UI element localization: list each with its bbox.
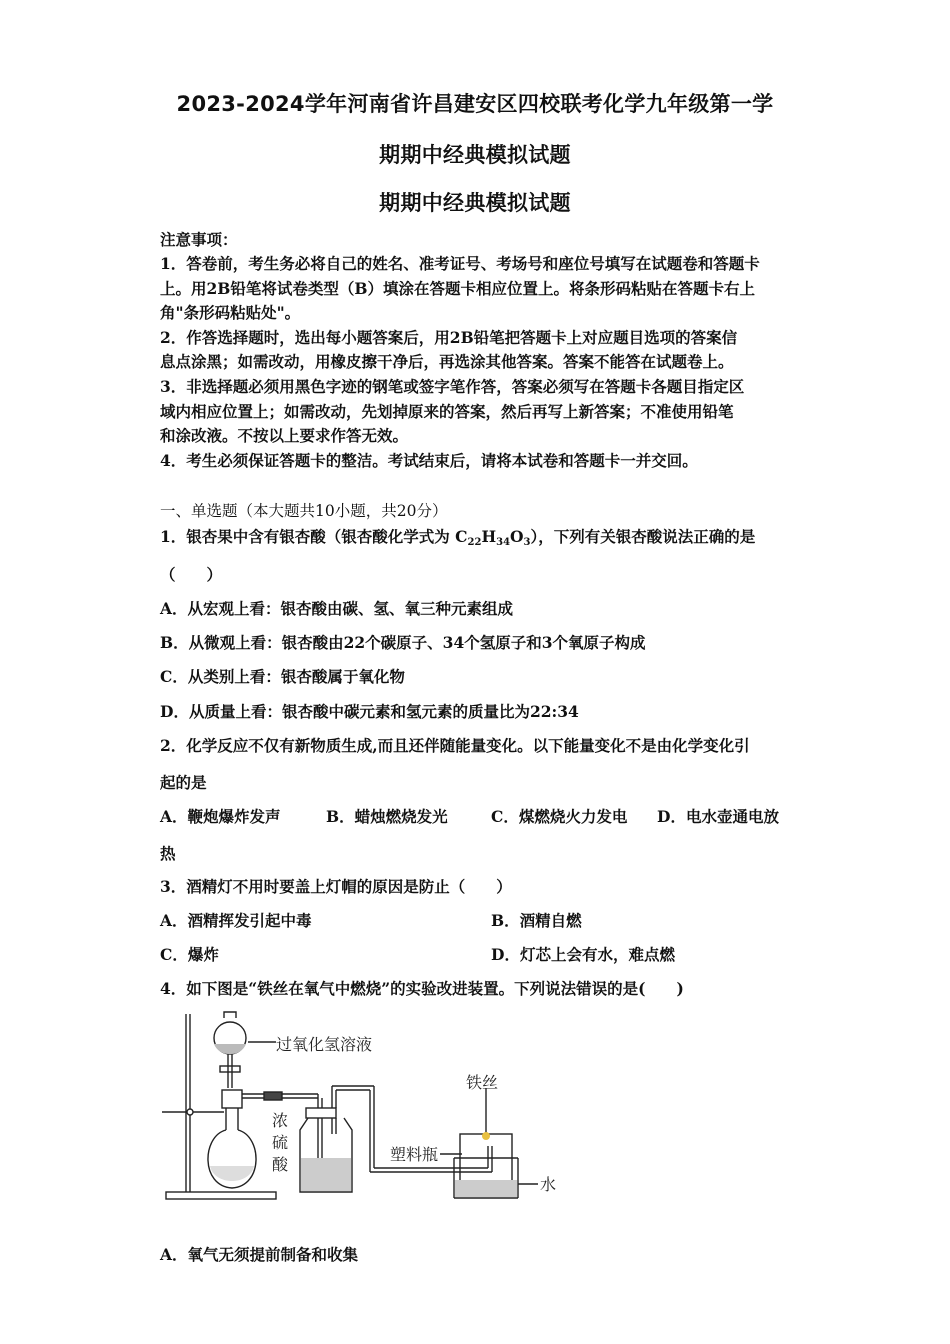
q1-stem-suffix: ），下列有关银杏酸说法正确的是 [530, 527, 756, 546]
q2-option-b: B．蜡烛燃烧发光 [326, 807, 448, 826]
q1-stem-prefix: 1．银杏果中含有银杏酸（银杏酸化学式为 C [160, 527, 468, 546]
q2-stem-line-2: 起的是 [160, 773, 207, 792]
q1-formula-h: H [481, 527, 497, 546]
stand-base [166, 1192, 276, 1199]
q3-stem: 3．酒精灯不用时要盖上灯帽的原因是防止（ ） [160, 877, 512, 896]
label-iron-wire: 铁丝 [466, 1073, 499, 1092]
label-conc-1: 浓 [272, 1111, 289, 1130]
q1-option-a: A．从宏观上看：银杏酸由碳、氢、氧三种元素组成 [160, 599, 514, 618]
label-peroxide: 过氧化氢溶液 [276, 1035, 373, 1054]
q1-sub-oxygen: 3 [523, 537, 531, 548]
notice-heading: 注意事项： [160, 230, 238, 249]
q4-stem: 4．如下图是“铁丝在氧气中燃烧”的实验改进装置。下列说法错误的是( ) [160, 979, 684, 998]
q1-option-c: C．从类别上看：银杏酸属于氧化物 [160, 667, 405, 686]
flask-stopper [222, 1090, 242, 1108]
q2-option-a: A．鞭炮爆炸发声 [160, 807, 281, 826]
q4-apparatus-diagram [158, 1008, 578, 1208]
notice-line: 角"条形码粘贴处"。 [160, 303, 301, 322]
label-plastic-bottle: 塑料瓶 [390, 1145, 439, 1164]
water-liquid [455, 1180, 517, 1197]
peroxide-liquid [214, 1044, 246, 1054]
notice-line: 上。用2B铅笔将试卷类型（B）填涂在答题卡相应位置上。将条形码粘贴在答题卡右上 [160, 279, 755, 298]
title-line-2: 期期中经典模拟试题 [379, 143, 571, 167]
q1-bracket: （ ） [160, 565, 223, 584]
sulfuric-acid-liquid [301, 1158, 351, 1191]
q1-option-b: B．从微观上看：银杏酸由22个碳原子、34个氢原子和3个氧原子构成 [160, 633, 646, 652]
label-conc-3: 酸 [272, 1155, 289, 1174]
section-heading: 一、单选题（本大题共10小题，共20分） [160, 502, 448, 520]
title-line-3: 期期中经典模拟试题 [379, 191, 571, 215]
notice-line: 3．非选择题必须用黑色字迹的钢笔或签字笔作答，答案必须写在答题卡各题目指定区 [160, 377, 745, 396]
notice-line: 4．考生必须保证答题卡的整洁。考试结束后，请将本试卷和答题卡一并交回。 [160, 451, 698, 470]
q3-option-b: B．酒精自燃 [491, 911, 582, 930]
notice-line: 2．作答选择题时，选出每小题答案后，用2B铅笔把答题卡上对应题目选项的答案信 [160, 328, 738, 347]
q2-option-d-continued: 热 [160, 844, 176, 863]
q1-formula-o: O [510, 527, 524, 546]
notice-line: 息点涂黑；如需改动，用橡皮擦干净后，再选涂其他答案。答案不能答在试题卷上。 [160, 352, 734, 371]
notice-line: 1．答卷前，考生务必将自己的姓名、准考证号、考场号和座位号填写在试题卷和答题卡 [160, 254, 760, 273]
q3-option-c: C．爆炸 [160, 945, 219, 964]
q4-option-a: A．氧气无须提前制备和收集 [160, 1245, 359, 1264]
q1-stem [160, 525, 755, 548]
q1-option-d: D．从质量上看：银杏酸中碳元素和氢元素的质量比为22:34 [160, 702, 579, 721]
q3-option-a: A．酒精挥发引起中毒 [160, 911, 312, 930]
q2-option-c: C．煤燃烧火力发电 [491, 807, 628, 826]
q2-option-d: D．电水壶通电放 [657, 807, 779, 826]
label-water: 水 [540, 1175, 557, 1194]
flask-liquid [210, 1166, 254, 1181]
label-conc-2: 硫 [272, 1133, 289, 1152]
q1-sub-carbon: 22 [467, 537, 482, 548]
notice-line: 和涂改液。不按以上要求作答无效。 [160, 426, 409, 445]
q2-stem-line-1: 2．化学反应不仅有新物质生成,而且还伴随能量变化。以下能量变化不是由化学变化引 [160, 736, 750, 755]
notice-line: 域内相应位置上；如需改动，先划掉原来的答案，然后再写上新答案；不准使用铅笔 [160, 402, 734, 421]
q1-sub-hydrogen: 34 [496, 537, 511, 548]
title-line-1: 2023-2024学年河南省许昌建安区四校联考化学九年级第一学 [176, 92, 774, 116]
spark-icon [482, 1132, 490, 1140]
q3-option-d: D．灯芯上会有水，难点燃 [491, 945, 675, 964]
